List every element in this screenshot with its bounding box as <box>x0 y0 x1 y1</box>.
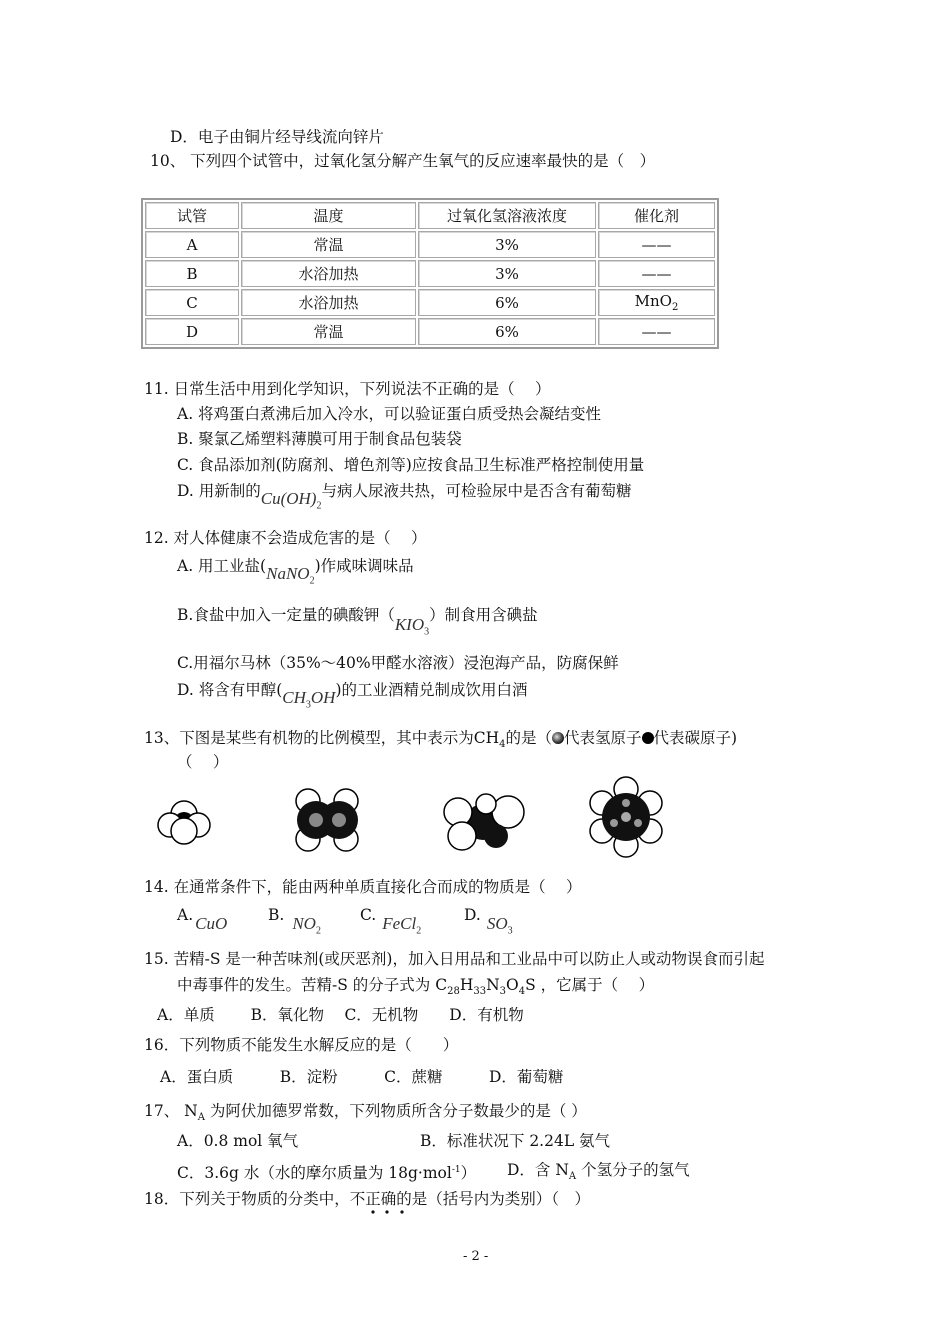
formula-text: NO <box>292 914 316 933</box>
q16-stem: 16．下列物质不能发生水解反应的是（ ） <box>144 1036 459 1054</box>
table-cell: —— <box>598 318 715 345</box>
table-header-cell: 催化剂 <box>598 202 715 229</box>
table-cell: C <box>145 289 239 316</box>
q14-option-d <box>464 905 513 937</box>
formula-cu-oh-2 <box>260 489 322 512</box>
q15-sub: 33 <box>473 986 487 998</box>
table-cell: 常温 <box>241 318 416 345</box>
table-cell: B <box>145 260 239 287</box>
q13-text: 的是（ <box>505 729 552 747</box>
formula-text: OH <box>310 688 336 707</box>
table-cell: 常温 <box>241 231 416 258</box>
q13-hydrogen-label: 代表氢原子 <box>564 729 642 747</box>
table-header-row <box>145 202 715 229</box>
q13-carbon-label: 代表碳原子) <box>653 729 738 747</box>
table-cell: —— <box>598 260 715 287</box>
q12a-text: )作咸味调味品 <box>314 557 414 575</box>
q14-option-b <box>268 905 321 937</box>
q11-option-c: C. 食品添加剂(防腐剂、增色剂等)应按食品卫生标准严格控制使用量 <box>177 456 645 474</box>
q13-stem <box>144 728 737 755</box>
formula-fecl2 <box>382 914 422 937</box>
q12d-text: D. 将含有甲醇( <box>177 681 283 699</box>
table-cell: A <box>145 231 239 258</box>
table-header-cell: 试管 <box>145 202 239 229</box>
q15-sub: 4 <box>518 986 526 998</box>
q15-stem-line2 <box>177 975 654 1002</box>
formula-nano2 <box>266 564 315 587</box>
formula-text: FeCl <box>382 914 417 933</box>
formula-subscript: 2 <box>309 575 315 587</box>
q12d-text: )的工业酒精兑制成饮用白酒 <box>335 681 528 699</box>
table-header-cell: 过氧化氢溶液浓度 <box>418 202 596 229</box>
q17d-text: D．含 N <box>507 1161 569 1179</box>
q12b-text: B.食盐中加入一定量的碘酸钾（ <box>177 606 395 624</box>
option-label: A. <box>177 906 194 924</box>
catalyst-subscript: 2 <box>671 302 679 313</box>
formula-so3 <box>486 914 513 937</box>
q18-stem: 18．下列关于物质的分类中，不正确的是（括号内为类别）（ ） <box>144 1190 590 1208</box>
q17-text: 为阿伏加德罗常数，下列物质所含分子数最少的是（ ） <box>204 1102 587 1120</box>
q15-text: 中毒事件的发生。苦精-S 的分子式为 C <box>177 976 448 994</box>
formula-subscript: 3 <box>424 626 430 638</box>
table-cell: 水浴加热 <box>241 289 416 316</box>
table-row <box>145 260 715 287</box>
formula-subscript: 3 <box>305 699 311 711</box>
q13-text: 13、下图是某些有机物的比例模型，其中表示为CH <box>144 729 500 747</box>
q17-subscript: A <box>197 1112 205 1124</box>
q17-option-a: A．0.8 mol 氧气 <box>177 1132 299 1150</box>
q15-text: O <box>506 976 519 994</box>
table-row <box>145 318 715 345</box>
table-cell: 水浴加热 <box>241 260 416 287</box>
q13-answer-paren: （ ） <box>177 753 229 771</box>
q11d-text: D. 用新制的 <box>177 482 261 500</box>
molecule-model-4-icon <box>584 775 668 859</box>
formula-subscript: 2 <box>316 500 322 512</box>
table-cell-catalyst <box>598 289 715 316</box>
q10-stem: 10、 下列四个试管中，过氧化氢分解产生氧气的反应速率最快的是（ ） <box>150 152 656 170</box>
carbon-atom-icon <box>642 732 654 744</box>
q12-option-d <box>177 680 528 711</box>
q15-sub: 28 <box>447 986 460 998</box>
q12-stem: 12. 对人体健康不会造成危害的是（ ） <box>144 529 427 547</box>
table-row <box>145 289 715 316</box>
molecule-model-2-icon <box>284 785 374 855</box>
q17c-text: C．3.6g 水（水的摩尔质量为 18g·mol <box>177 1164 452 1183</box>
q11-stem: 11. 日常生活中用到化学知识，下列说法不正确的是（ ） <box>144 380 551 398</box>
table-cell: 3% <box>418 231 596 258</box>
formula-text: NaNO <box>266 564 310 583</box>
catalyst-formula: MnO <box>634 292 672 310</box>
q17-option-b: B．标准状况下 2.24L 氨气 <box>420 1132 611 1150</box>
formula-text: CH <box>282 688 306 707</box>
table-cell: 6% <box>418 318 596 345</box>
q15-sub: 3 <box>499 986 507 998</box>
molecule-model-1-icon <box>150 795 220 850</box>
q14-option-a <box>177 905 228 933</box>
q17-option-d <box>507 1160 690 1187</box>
q12b-text: ）制食用含碘盐 <box>429 606 538 624</box>
q17d-text: 个氢分子的氢气 <box>576 1161 690 1179</box>
q15-options: A．单质 B．氧化物 C．无机物 D．有机物 <box>157 1006 524 1024</box>
molecule-model-3-icon <box>436 790 530 856</box>
table-cell: 6% <box>418 289 596 316</box>
q15-text: N <box>486 976 500 994</box>
q17c-text: ） <box>460 1164 477 1183</box>
q12-option-c: C.用福尔马林（35%～40%甲醛水溶液）浸泡海产品，防腐保鲜 <box>177 654 619 672</box>
option-label: B. <box>268 906 285 924</box>
q16-options: A．蛋白质 B．淀粉 C．蔗糖 D．葡萄糖 <box>160 1068 564 1086</box>
q11d-text: 与病人尿液共热，可检验尿中是否含有葡萄糖 <box>321 482 632 500</box>
page-number: - 2 - <box>463 1249 489 1264</box>
option-label: C. <box>360 906 377 924</box>
formula-subscript: 3 <box>507 925 513 937</box>
table-header-cell: 温度 <box>241 202 416 229</box>
formula-text: KIO <box>394 615 425 634</box>
q12-option-b <box>177 605 538 638</box>
q17d-subscript: A <box>568 1171 577 1183</box>
q14-option-c <box>360 905 422 937</box>
q11-option-a: A. 将鸡蛋白煮沸后加入冷水，可以验证蛋白质受热会凝结变性 <box>177 405 602 423</box>
q17c-superscript: -1 <box>451 1165 461 1175</box>
emphasis-dots-icon <box>366 1208 410 1216</box>
q9-option-d: D．电子由铜片经导线流向锌片 <box>170 128 384 146</box>
q11-option-b: B. 聚氯乙烯塑料薄膜可用于制食品包装袋 <box>177 430 462 448</box>
formula-text: Cu(OH) <box>260 489 317 508</box>
experiment-table <box>141 198 719 349</box>
q11-option-d <box>177 481 632 512</box>
option-label: D. <box>464 906 481 924</box>
q15-stem-line1: 15. 苦精-S 是一种苦味剂(或厌恶剂)，加入日用品和工业品中可以防止人或动物误食而引起 <box>144 950 765 968</box>
formula-text: SO <box>486 914 508 933</box>
q17-text: 17、 N <box>144 1102 198 1120</box>
table-cell: D <box>145 318 239 345</box>
formula-no2 <box>292 914 321 937</box>
formula-kio3 <box>394 615 430 638</box>
hydrogen-atom-icon <box>552 732 564 744</box>
table-cell: —— <box>598 231 715 258</box>
formula-subscript: 2 <box>315 925 321 937</box>
table-row <box>145 231 715 258</box>
q17-stem <box>144 1101 587 1128</box>
q14-stem: 14. 在通常条件下，能由两种单质直接化合而成的物质是（ ） <box>144 878 582 896</box>
q12-option-a <box>177 556 414 587</box>
q17-option-c <box>177 1160 476 1183</box>
formula-subscript: 2 <box>416 925 422 937</box>
table-cell: 3% <box>418 260 596 287</box>
q15-text: H <box>459 976 474 994</box>
q12a-text: A. 用工业盐( <box>177 557 267 575</box>
q15-text: S ，它属于（ ） <box>525 976 655 994</box>
q13-subscript: 4 <box>499 739 506 751</box>
formula-cuo: CuO <box>195 914 228 933</box>
formula-ch3oh <box>282 688 336 711</box>
